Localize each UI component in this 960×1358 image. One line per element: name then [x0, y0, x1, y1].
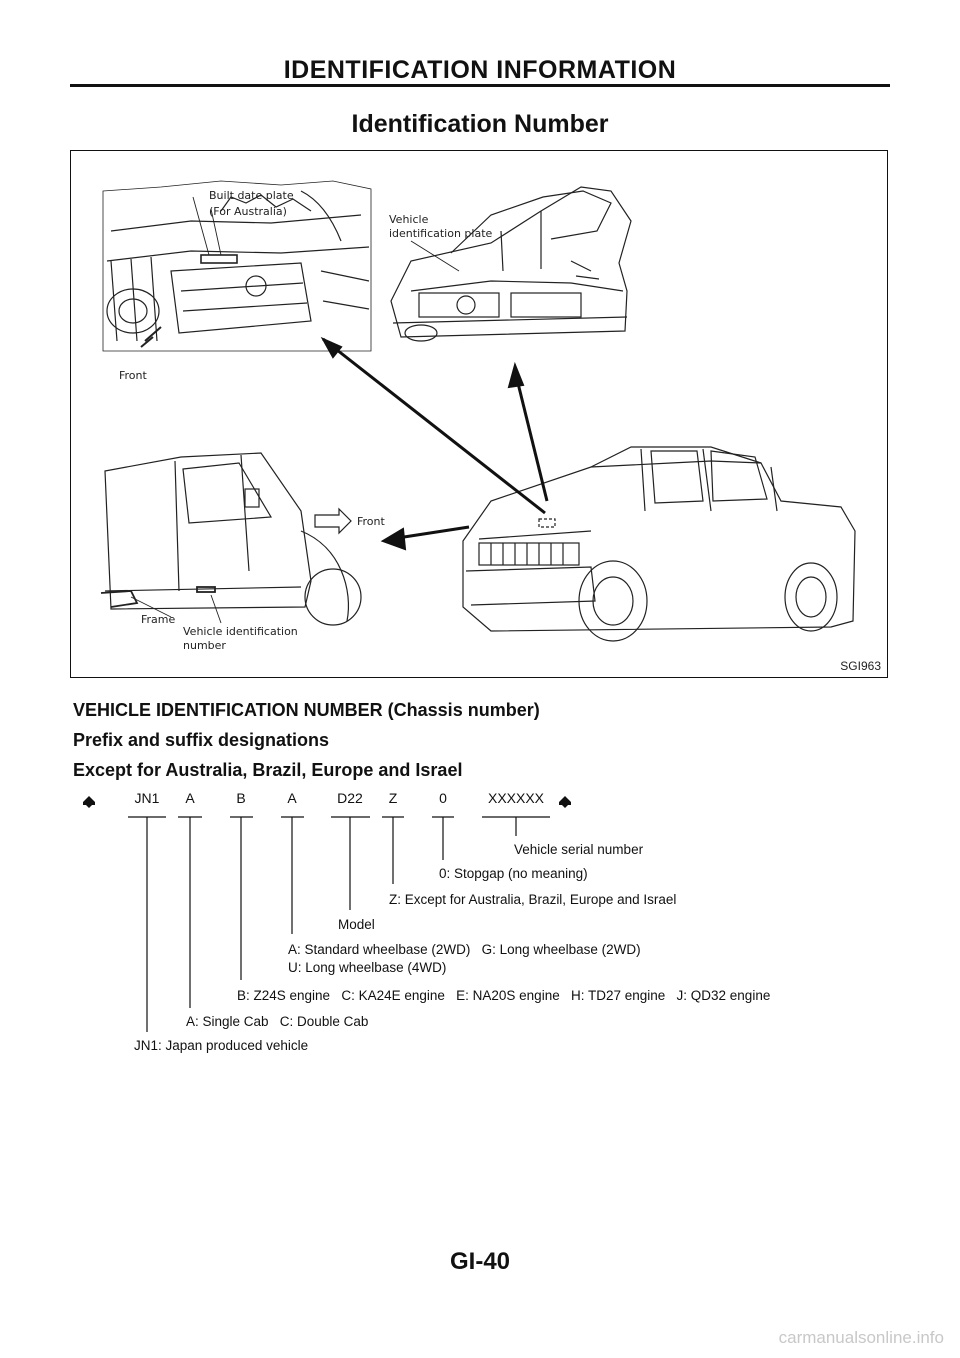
- header-rule: [70, 84, 890, 87]
- vin-code-3: B: [236, 790, 246, 806]
- vin-plate-label-1: Vehicle identification: [183, 625, 298, 638]
- watermark: carmanualsonline.info: [778, 1328, 944, 1347]
- cab-side-detail: [101, 453, 361, 625]
- vin-heading: VEHICLE IDENTIFICATION NUMBER (Chassis number): [73, 700, 540, 720]
- desc-body: A: Single Cab C: Double Cab: [186, 1014, 369, 1029]
- vin-code-5: D22: [337, 790, 363, 806]
- built-date-plate-note: (For Australia): [209, 205, 287, 218]
- front-label-side: Front: [357, 515, 385, 528]
- vin-code-1: JN1: [134, 790, 160, 806]
- vin-code-7: 0: [439, 790, 447, 806]
- figure-code: SGI963: [840, 659, 881, 673]
- identification-figure: [70, 150, 888, 678]
- prefix-heading: Prefix and suffix designations: [73, 730, 330, 750]
- desc-origin: JN1: Japan produced vehicle: [134, 1038, 309, 1053]
- vin-plate-label-2: number: [183, 639, 226, 652]
- front-label-top: Front: [119, 369, 147, 382]
- star-mark-icon-left: [83, 796, 95, 808]
- vin-lines: [0, 790, 960, 1060]
- page-number: GI-40: [449, 1248, 511, 1275]
- desc-wheelbase-2: U: Long wheelbase (4WD): [288, 960, 447, 975]
- except-heading: Except for Australia, Brazil, Europe and Israel: [73, 760, 463, 780]
- frame-label: Frame: [141, 613, 176, 626]
- vehicle-id-plate-label-1: Vehicle: [389, 213, 429, 226]
- crew-cab-truck: [463, 447, 855, 641]
- desc-wheelbase-1: A: Standard wheelbase (2WD) G: Long wheelbase (2WD): [288, 942, 641, 957]
- desc-stopgap: 0: Stopgap (no meaning): [439, 866, 588, 881]
- vin-code-2: A: [185, 790, 195, 806]
- section-title: Identification Number: [351, 110, 609, 138]
- desc-serial: Vehicle serial number: [514, 842, 644, 857]
- desc-model: Model: [338, 917, 375, 932]
- vin-code-6: Z: [388, 790, 398, 806]
- truck-hood-open: [391, 187, 631, 341]
- vin-code-4: A: [287, 790, 297, 806]
- page-header-title: IDENTIFICATION INFORMATION: [283, 56, 677, 84]
- star-mark-icon-right: [559, 796, 571, 808]
- vin-diagram: [0, 790, 960, 1060]
- vehicle-id-plate-label-2: identification plate: [389, 227, 493, 240]
- built-date-plate-label: Built date plate: [209, 189, 294, 202]
- vin-code-8: XXXXXX: [487, 790, 545, 806]
- desc-engine: B: Z24S engine C: KA24E engine E: NA20S engine H: TD27 engine J: QD32 engine: [237, 988, 771, 1003]
- desc-destination: Z: Except for Australia, Brazil, Europe and Israel: [389, 892, 677, 907]
